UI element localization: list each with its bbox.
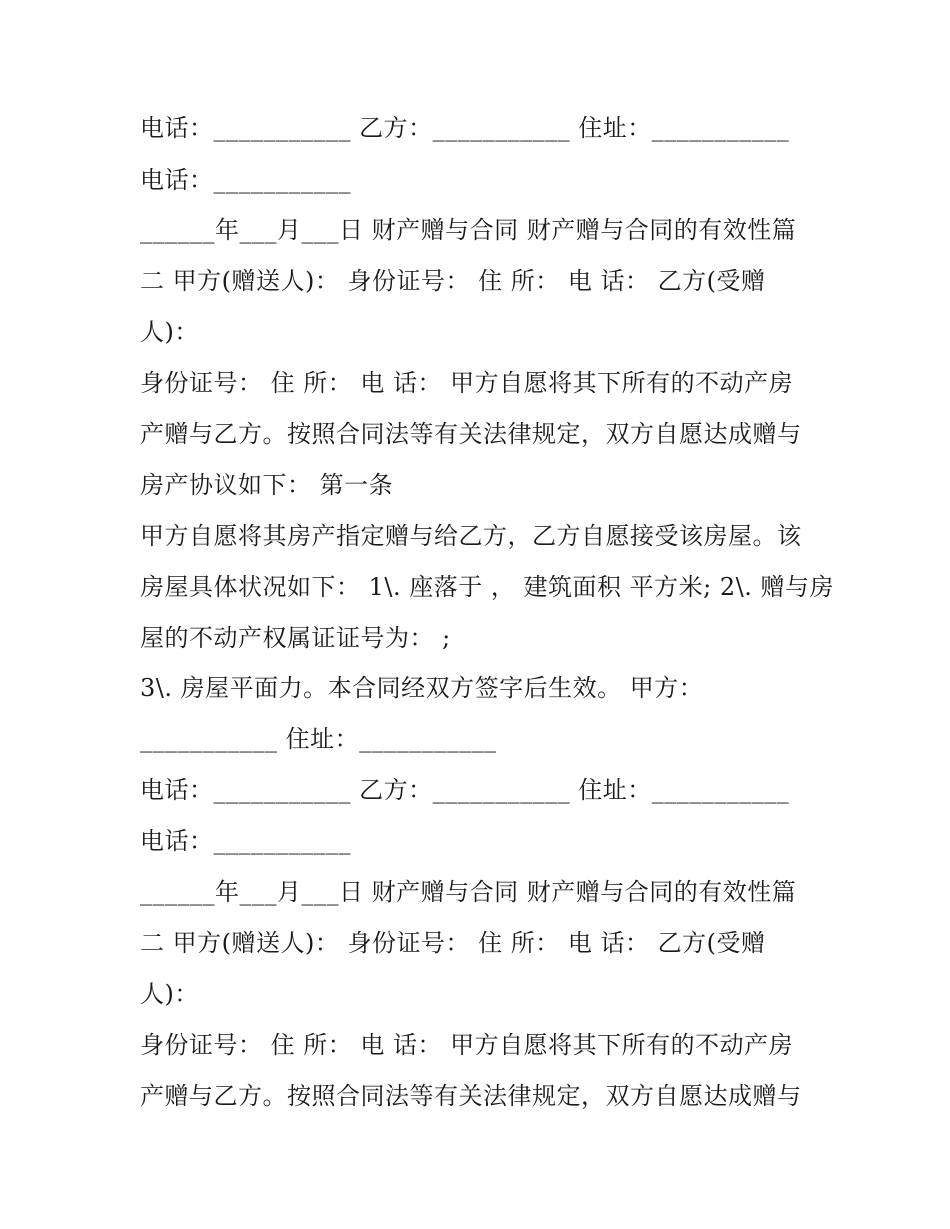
text-line: 产赠与乙方。按照合同法等有关法律规定，双方自愿达成赠与 bbox=[140, 420, 802, 448]
text-line: ______年___月___日 财产赠与合同 财产赠与合同的有效性篇 bbox=[140, 216, 797, 244]
text-line: 房产协议如下： 第一条 bbox=[140, 471, 394, 499]
text-line: ______年___月___日 财产赠与合同 财产赠与合同的有效性篇 bbox=[140, 878, 797, 906]
text-line: 人)： bbox=[140, 318, 199, 346]
text-line: 二 甲方(赠送人)： 身份证号： 住 所： 电 话： 乙方(受赠 bbox=[140, 929, 766, 957]
text-line: 房屋具体状况如下： 1\. 座落于 ， 建筑面积 平方米; 2\. 赠与房 bbox=[140, 573, 834, 601]
text-line: 电话：___________ 乙方：___________ 住址：___________ bbox=[140, 114, 790, 142]
text-line: 电话：___________ 乙方：___________ 住址：___________ bbox=[140, 776, 790, 804]
text-line: 电话：___________ bbox=[140, 827, 351, 855]
text-line: 电话：___________ bbox=[140, 166, 351, 194]
text-line: 二 甲方(赠送人)： 身份证号： 住 所： 电 话： 乙方(受赠 bbox=[140, 267, 766, 295]
text-line: 人)： bbox=[140, 980, 199, 1008]
text-line: 3\. 房屋平面力。本合同经双方签字后生效。 甲方： bbox=[140, 674, 704, 702]
text-line: 屋的不动产权属证证号为： ; bbox=[140, 624, 451, 652]
text-line: 身份证号： 住 所： 电 话： 甲方自愿将其下所有的不动产房 bbox=[140, 369, 794, 397]
text-line: 身份证号： 住 所： 电 话： 甲方自愿将其下所有的不动产房 bbox=[140, 1031, 794, 1059]
text-line: 甲方自愿将其房产指定赠与给乙方，乙方自愿接受该房屋。该 bbox=[140, 522, 802, 550]
text-line: 产赠与乙方。按照合同法等有关法律规定，双方自愿达成赠与 bbox=[140, 1082, 802, 1110]
text-line: ___________ 住址：___________ bbox=[140, 725, 497, 753]
